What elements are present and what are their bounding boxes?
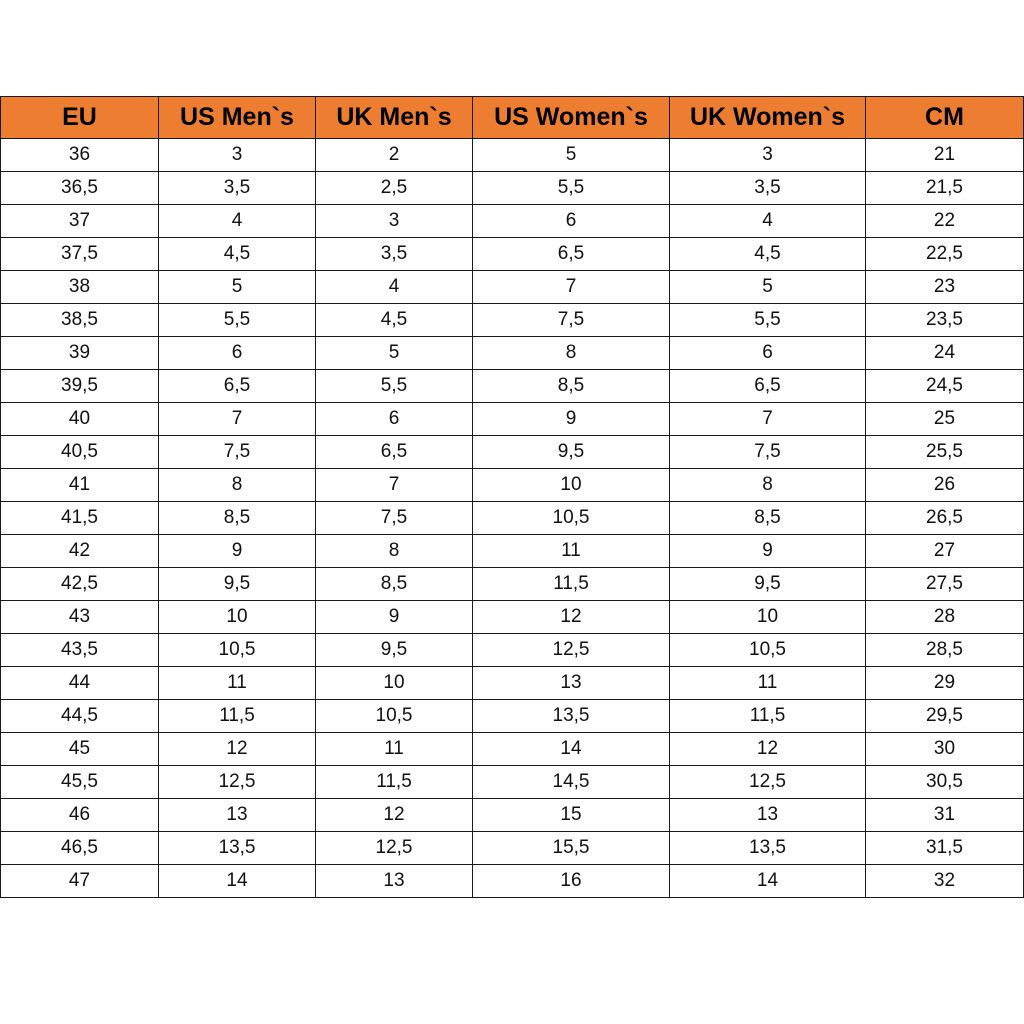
column-header-uk-mens: UK Men`s: [316, 97, 473, 139]
cell-uk-womens: 11,5: [670, 700, 866, 733]
table-row: [1, 370, 1024, 403]
cell-us-mens: 6,5: [159, 370, 316, 403]
cell-us-mens: 11: [159, 667, 316, 700]
cell-uk-womens: 8: [670, 469, 866, 502]
cell-us-womens: 12,5: [473, 634, 670, 667]
cell-us-womens: 10,5: [473, 502, 670, 535]
table-row: [1, 403, 1024, 436]
cell-eu: 37,5: [1, 238, 159, 271]
table-row: [1, 634, 1024, 667]
cell-uk-mens: 10: [316, 667, 473, 700]
cell-uk-mens: 11,5: [316, 766, 473, 799]
cell-cm: 29: [866, 667, 1024, 700]
cell-us-womens: 11: [473, 535, 670, 568]
cell-eu: 40: [1, 403, 159, 436]
cell-uk-mens: 2: [316, 139, 473, 172]
table-row: [1, 766, 1024, 799]
table-body: [1, 139, 1024, 898]
cell-us-mens: 3: [159, 139, 316, 172]
cell-cm: 22,5: [866, 238, 1024, 271]
table-row: [1, 238, 1024, 271]
cell-cm: 24: [866, 337, 1024, 370]
cell-uk-mens: 12: [316, 799, 473, 832]
cell-eu: 37: [1, 205, 159, 238]
cell-cm: 27: [866, 535, 1024, 568]
cell-cm: 32: [866, 865, 1024, 898]
cell-cm: 28,5: [866, 634, 1024, 667]
table-row: [1, 733, 1024, 766]
cell-us-mens: 10: [159, 601, 316, 634]
cell-eu: 44,5: [1, 700, 159, 733]
cell-us-womens: 7,5: [473, 304, 670, 337]
cell-us-womens: 8,5: [473, 370, 670, 403]
cell-cm: 31,5: [866, 832, 1024, 865]
cell-eu: 43,5: [1, 634, 159, 667]
cell-uk-womens: 6,5: [670, 370, 866, 403]
cell-uk-mens: 8,5: [316, 568, 473, 601]
cell-uk-womens: 7,5: [670, 436, 866, 469]
cell-eu: 38: [1, 271, 159, 304]
cell-uk-mens: 13: [316, 865, 473, 898]
cell-us-mens: 10,5: [159, 634, 316, 667]
column-header-cm: CM: [866, 97, 1024, 139]
column-header-us-mens: US Men`s: [159, 97, 316, 139]
table-row: [1, 502, 1024, 535]
cell-us-mens: 12,5: [159, 766, 316, 799]
cell-uk-womens: 14: [670, 865, 866, 898]
cell-us-mens: 4,5: [159, 238, 316, 271]
cell-uk-mens: 8: [316, 535, 473, 568]
cell-eu: 36,5: [1, 172, 159, 205]
cell-eu: 39,5: [1, 370, 159, 403]
table-row: [1, 436, 1024, 469]
cell-us-mens: 9,5: [159, 568, 316, 601]
cell-us-mens: 12: [159, 733, 316, 766]
cell-us-womens: 5,5: [473, 172, 670, 205]
cell-us-mens: 7: [159, 403, 316, 436]
cell-uk-mens: 4: [316, 271, 473, 304]
cell-cm: 28: [866, 601, 1024, 634]
table-row: [1, 469, 1024, 502]
size-conversion-table: [0, 96, 1024, 898]
cell-us-womens: 7: [473, 271, 670, 304]
cell-us-womens: 9: [473, 403, 670, 436]
cell-eu: 38,5: [1, 304, 159, 337]
cell-us-womens: 6,5: [473, 238, 670, 271]
cell-uk-womens: 3,5: [670, 172, 866, 205]
cell-uk-womens: 4: [670, 205, 866, 238]
cell-eu: 41: [1, 469, 159, 502]
cell-eu: 46: [1, 799, 159, 832]
cell-us-mens: 13: [159, 799, 316, 832]
cell-uk-womens: 8,5: [670, 502, 866, 535]
table-row: [1, 535, 1024, 568]
cell-us-mens: 5,5: [159, 304, 316, 337]
cell-eu: 46,5: [1, 832, 159, 865]
cell-uk-mens: 3: [316, 205, 473, 238]
cell-us-womens: 10: [473, 469, 670, 502]
cell-us-womens: 15: [473, 799, 670, 832]
cell-uk-mens: 7: [316, 469, 473, 502]
table-row: [1, 700, 1024, 733]
cell-us-womens: 9,5: [473, 436, 670, 469]
cell-uk-mens: 5: [316, 337, 473, 370]
cell-eu: 45,5: [1, 766, 159, 799]
table-row: [1, 832, 1024, 865]
cell-uk-womens: 5,5: [670, 304, 866, 337]
table-row: [1, 205, 1024, 238]
cell-us-womens: 13,5: [473, 700, 670, 733]
cell-us-womens: 13: [473, 667, 670, 700]
table-row: [1, 337, 1024, 370]
cell-cm: 29,5: [866, 700, 1024, 733]
cell-eu: 44: [1, 667, 159, 700]
cell-cm: 21: [866, 139, 1024, 172]
cell-us-mens: 9: [159, 535, 316, 568]
cell-uk-womens: 13,5: [670, 832, 866, 865]
cell-uk-mens: 10,5: [316, 700, 473, 733]
cell-cm: 30,5: [866, 766, 1024, 799]
table-row: [1, 865, 1024, 898]
table-row: [1, 667, 1024, 700]
cell-uk-womens: 6: [670, 337, 866, 370]
cell-uk-womens: 5: [670, 271, 866, 304]
column-header-uk-womens: UK Women`s: [670, 97, 866, 139]
cell-us-womens: 14,5: [473, 766, 670, 799]
cell-eu: 45: [1, 733, 159, 766]
table-row: [1, 172, 1024, 205]
cell-us-womens: 12: [473, 601, 670, 634]
cell-us-mens: 14: [159, 865, 316, 898]
table-row: [1, 568, 1024, 601]
cell-us-womens: 11,5: [473, 568, 670, 601]
cell-uk-mens: 5,5: [316, 370, 473, 403]
cell-us-mens: 8,5: [159, 502, 316, 535]
cell-cm: 24,5: [866, 370, 1024, 403]
cell-eu: 43: [1, 601, 159, 634]
cell-eu: 42,5: [1, 568, 159, 601]
table-row: [1, 304, 1024, 337]
cell-us-womens: 15,5: [473, 832, 670, 865]
cell-eu: 41,5: [1, 502, 159, 535]
cell-cm: 25,5: [866, 436, 1024, 469]
cell-eu: 39: [1, 337, 159, 370]
cell-us-womens: 6: [473, 205, 670, 238]
cell-us-womens: 5: [473, 139, 670, 172]
cell-uk-womens: 3: [670, 139, 866, 172]
cell-us-mens: 5: [159, 271, 316, 304]
cell-uk-mens: 7,5: [316, 502, 473, 535]
cell-eu: 47: [1, 865, 159, 898]
cell-uk-mens: 9,5: [316, 634, 473, 667]
cell-uk-mens: 11: [316, 733, 473, 766]
cell-us-womens: 14: [473, 733, 670, 766]
cell-cm: 26: [866, 469, 1024, 502]
cell-eu: 36: [1, 139, 159, 172]
cell-us-mens: 11,5: [159, 700, 316, 733]
cell-cm: 30: [866, 733, 1024, 766]
cell-uk-mens: 12,5: [316, 832, 473, 865]
cell-us-mens: 7,5: [159, 436, 316, 469]
cell-cm: 21,5: [866, 172, 1024, 205]
cell-eu: 42: [1, 535, 159, 568]
cell-us-mens: 4: [159, 205, 316, 238]
table-row: [1, 799, 1024, 832]
cell-cm: 31: [866, 799, 1024, 832]
cell-uk-mens: 3,5: [316, 238, 473, 271]
cell-uk-mens: 9: [316, 601, 473, 634]
table-row: [1, 601, 1024, 634]
cell-cm: 27,5: [866, 568, 1024, 601]
cell-uk-womens: 10: [670, 601, 866, 634]
cell-uk-womens: 11: [670, 667, 866, 700]
table-header: [1, 97, 1024, 139]
column-header-us-womens: US Women`s: [473, 97, 670, 139]
cell-cm: 25: [866, 403, 1024, 436]
cell-cm: 23,5: [866, 304, 1024, 337]
column-header-eu: EU: [1, 97, 159, 139]
cell-uk-mens: 2,5: [316, 172, 473, 205]
cell-uk-mens: 6: [316, 403, 473, 436]
cell-uk-mens: 4,5: [316, 304, 473, 337]
cell-uk-womens: 12: [670, 733, 866, 766]
cell-us-mens: 3,5: [159, 172, 316, 205]
cell-uk-womens: 9,5: [670, 568, 866, 601]
cell-us-mens: 8: [159, 469, 316, 502]
cell-eu: 40,5: [1, 436, 159, 469]
table-row: [1, 139, 1024, 172]
table-row: [1, 271, 1024, 304]
cell-uk-mens: 6,5: [316, 436, 473, 469]
cell-us-mens: 13,5: [159, 832, 316, 865]
cell-cm: 22: [866, 205, 1024, 238]
header-row: [1, 97, 1024, 139]
cell-uk-womens: 7: [670, 403, 866, 436]
cell-us-womens: 16: [473, 865, 670, 898]
cell-uk-womens: 12,5: [670, 766, 866, 799]
cell-cm: 23: [866, 271, 1024, 304]
cell-uk-womens: 10,5: [670, 634, 866, 667]
cell-uk-womens: 4,5: [670, 238, 866, 271]
cell-cm: 26,5: [866, 502, 1024, 535]
cell-uk-womens: 9: [670, 535, 866, 568]
cell-us-womens: 8: [473, 337, 670, 370]
cell-us-mens: 6: [159, 337, 316, 370]
cell-uk-womens: 13: [670, 799, 866, 832]
